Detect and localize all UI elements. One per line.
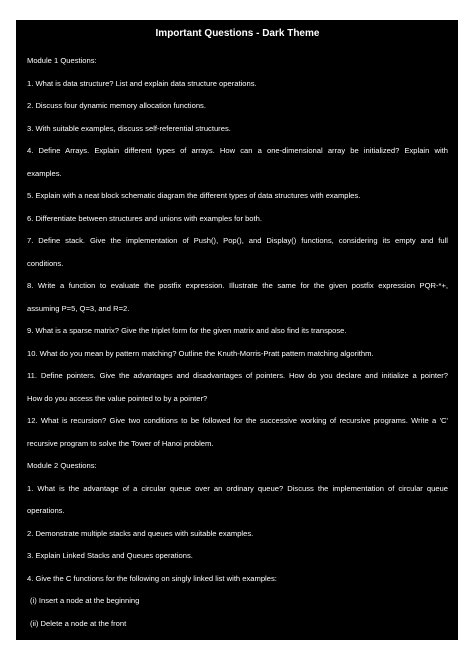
document-page xyxy=(16,20,458,640)
text-line: examples. xyxy=(27,168,62,178)
text-line: 3. With suitable examples, discuss self-referential structures. xyxy=(27,123,231,133)
document-title: Important Questions - Dark Theme xyxy=(155,28,320,39)
text-line: 2. Discuss four dynamic memory allocation functions. xyxy=(27,101,206,110)
text-line: 3. Explain Linked Stacks and Queues operations. xyxy=(27,551,193,560)
text-line: 4. Define Arrays. Explain different types of arrays. How can a one-dimensional array be initialized? Explain with xyxy=(27,146,448,155)
text-line: 7. Define stack. Give the implementation of Push(), Pop(), and Display() functions, considering its empty and full xyxy=(27,236,448,245)
text-line: 1. What is data structure? List and explain data structure operations. xyxy=(27,78,257,88)
text-line: 1. What is the advantage of a circular queue over an ordinary queue? Discuss the implementation of circular queue xyxy=(27,483,448,493)
text-line: 11. Define pointers. Give the advantages and disadvantages of pointers. How do you declare and initialize a pointer? xyxy=(27,371,448,380)
text-line: 10. What do you mean by pattern matching? Outline the Knuth-Morris-Pratt pattern matching algorithm. xyxy=(27,348,374,358)
text-line: (i) Insert a node at the beginning xyxy=(30,596,140,605)
text-line: (ii) Delete a node at the front xyxy=(30,618,127,628)
text-line: Module 2 Questions: xyxy=(27,461,97,470)
text-line: recursive program to solve the Tower of Hanoi problem. xyxy=(27,438,214,448)
text-line: operations. xyxy=(27,506,65,515)
text-line: conditions. xyxy=(27,258,64,268)
text-line: 9. What is a sparse matrix? Give the triplet form for the given matrix and also find its transpose. xyxy=(27,326,347,335)
text-line: How do you access the value pointed to by a pointer? xyxy=(27,393,208,403)
text-line: Module 1 Questions: xyxy=(27,56,97,65)
document-body xyxy=(27,50,448,635)
text-line: 6. Differentiate between structures and unions with examples for both. xyxy=(27,213,262,223)
text-line: assuming P=5, Q=3, and R=2. xyxy=(27,303,130,313)
text-line: 12. What is recursion? Give two conditions to be followed for the successive working of recursive programs. Write a 'C' xyxy=(27,416,448,425)
text-line: 4. Give the C functions for the following on singly linked list with examples: xyxy=(27,573,277,583)
text-line: 2. Demonstrate multiple stacks and queues with suitable examples. xyxy=(27,528,254,538)
text-line: 8. Write a function to evaluate the postfix expression. Illustrate the same for the given postfix expression PQR-*+, xyxy=(27,281,448,290)
text-line: 5. Explain with a neat block schematic diagram the different types of data structures with examples. xyxy=(27,191,361,200)
